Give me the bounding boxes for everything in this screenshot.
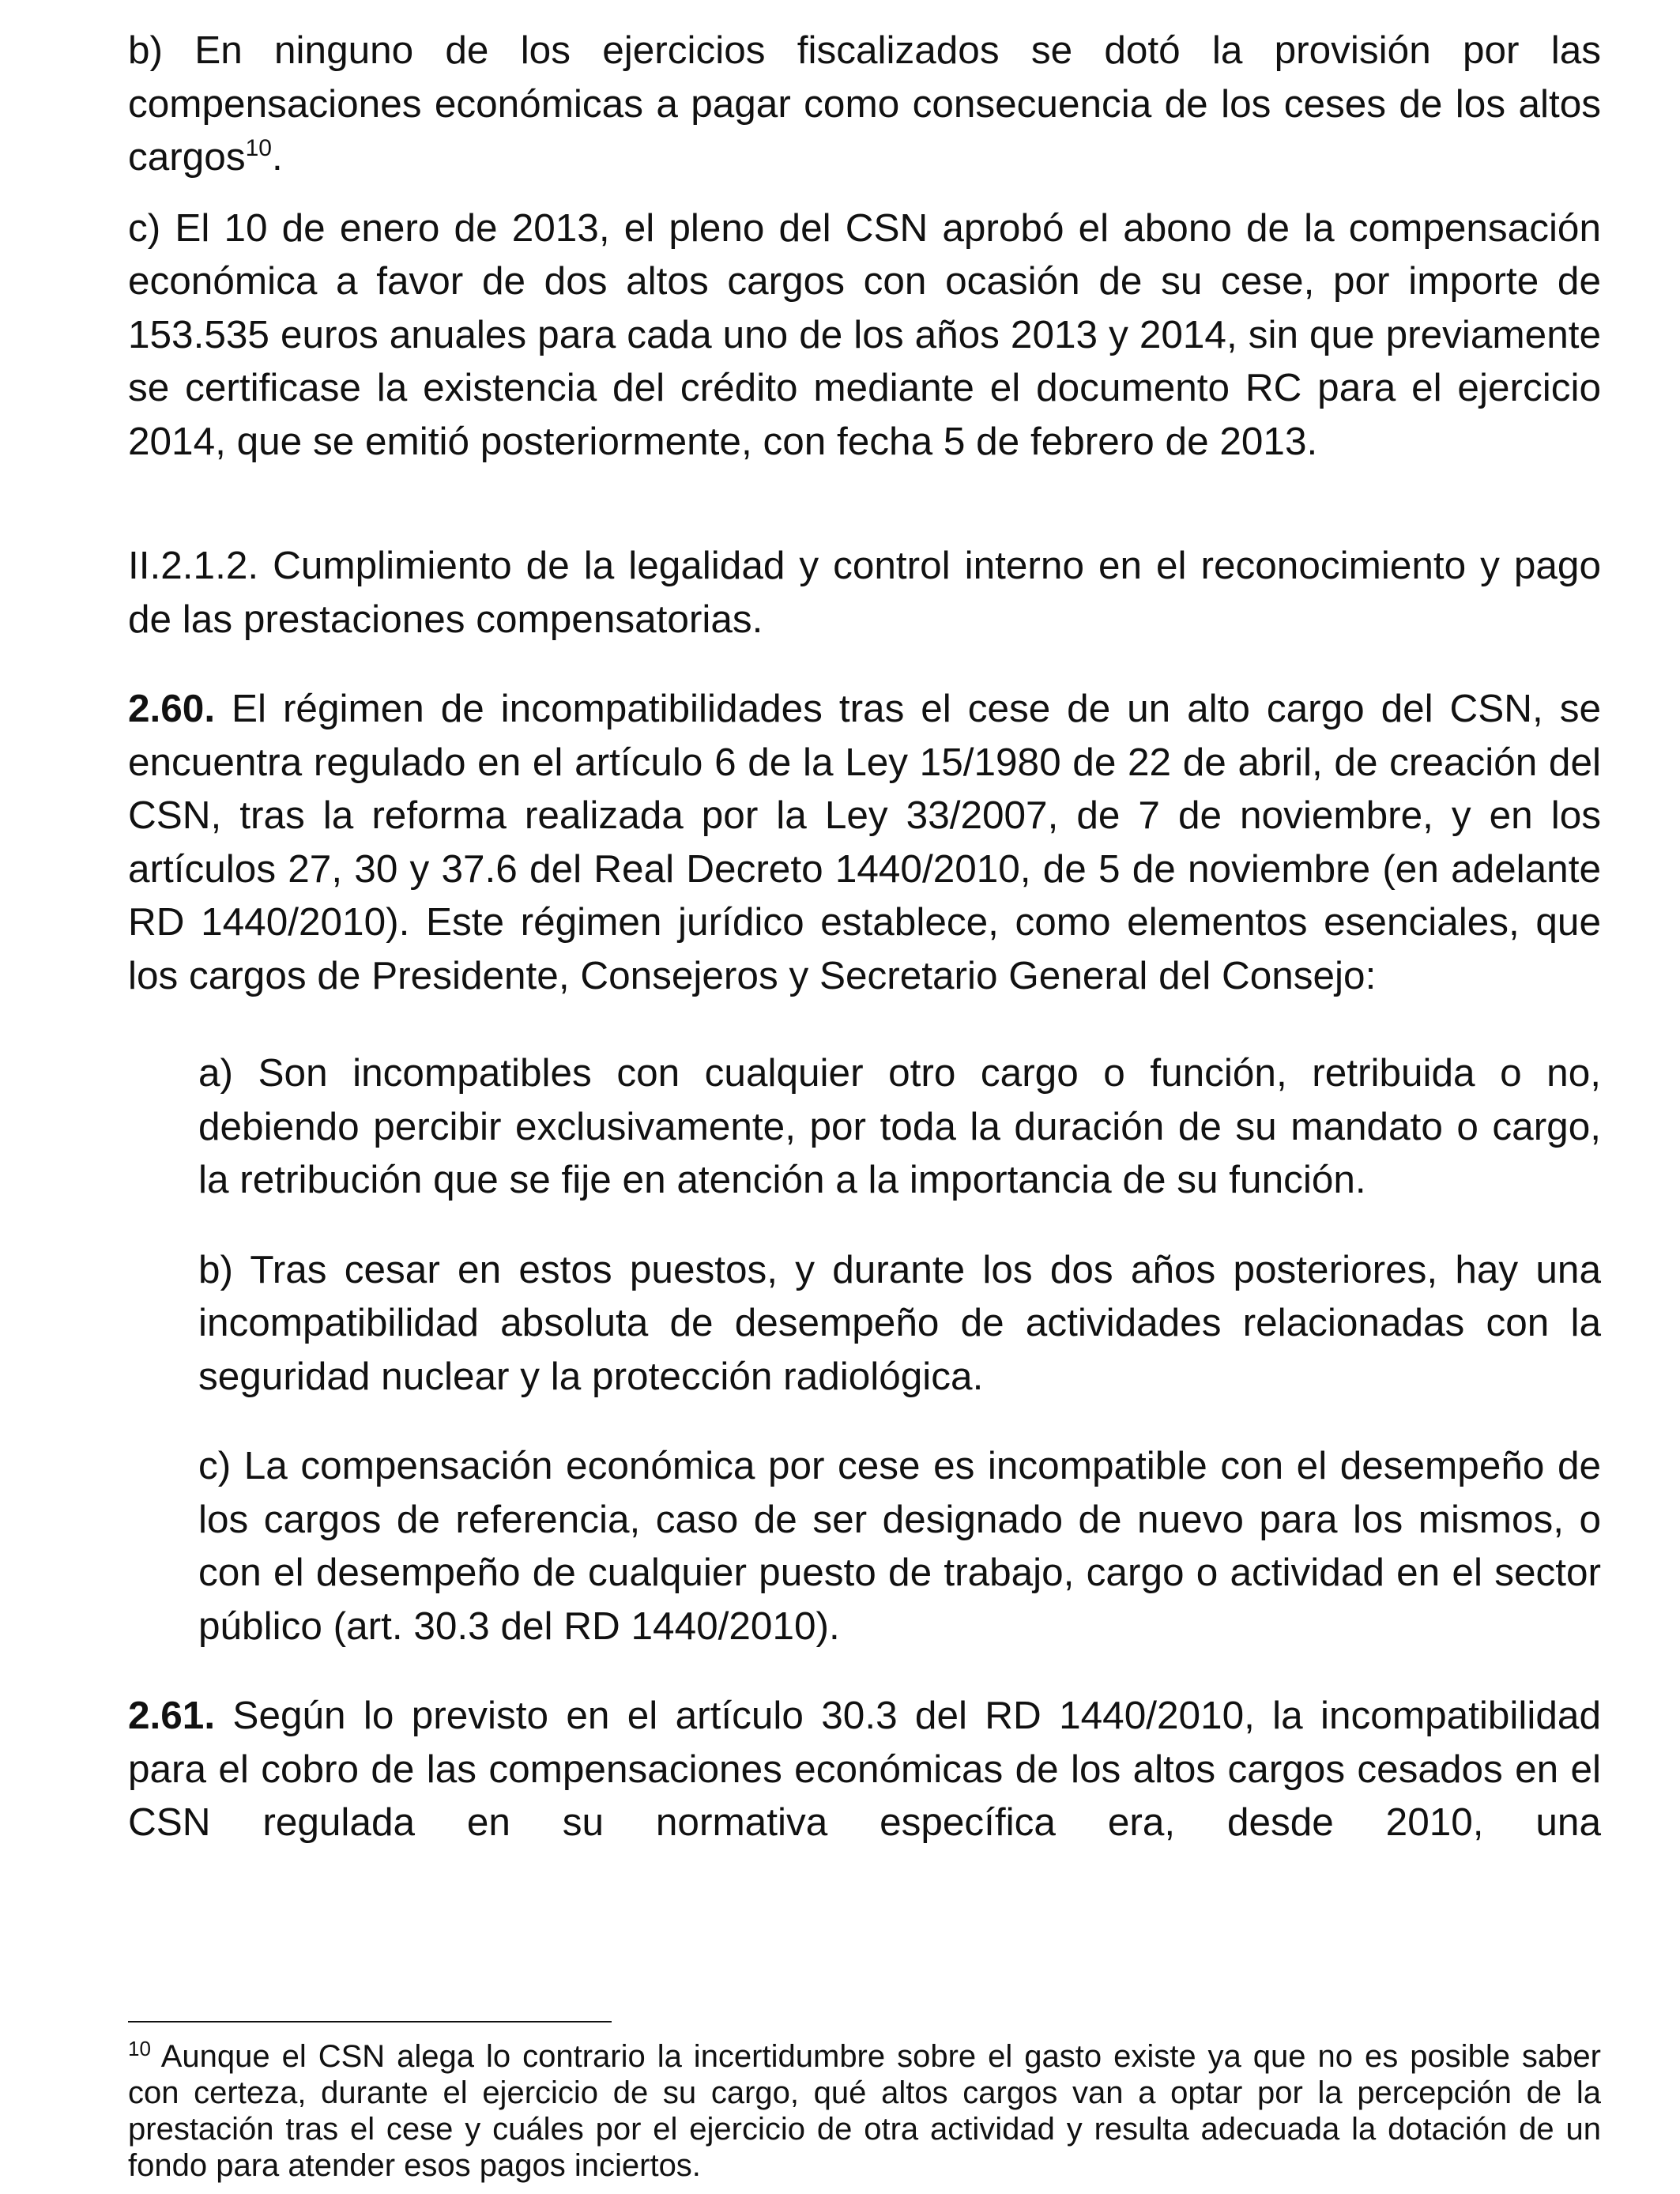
footnote [128,2038,1601,2184]
paragraph-c: c) El 10 de enero de 2013, el pleno del CSN aprobó el abono de la compensación económica a favor de dos altos cargos con ocasión de su cese, por importe de 153.535 euros anuales para cada uno de los años 2013 y 2014, sin que previamente se certificase la existencia del crédito mediante el documento RC para el ejercicio 2014, que se emitió posteriormente, con fecha 5 de febrero de 2013. [128,205,1601,463]
list-item-b: b) Tras cesar en estos puestos, y durante los dos años posteriores, hay una incompatibilidad absoluta de desempeño de actividades relacionadas con la seguridad nuclear y la protección radiológica. [198,1247,1601,1398]
document-body [128,24,1601,1849]
paragraph-2-61 [128,1689,1601,1849]
footnote-body: Aunque el CSN alega lo contrario la incertidumbre sobre el gasto existe ya que no es posible saber con certeza, durante el ejercicio de su cargo, qué altos cargos van a optar por la percepción de la prestación tras el cese y cuáles por el ejercicio de otra actividad y resulta adecuada la dotación de un fondo para atender esos pagos inciertos. [128,2039,1601,2183]
footnote-number: 10 [128,2037,151,2060]
paragraph-number: 2.60. [128,687,216,730]
paragraph-2-60 [128,682,1601,1002]
list-item-a: a) Son incompatibles con cualquier otro cargo o función, retribuida o no, debiendo percibir exclusivamente, por toda la duración de su mandato o cargo, la retribución que se fije en atención a la importancia de su función. [198,1051,1601,1201]
paragraph-b [128,24,1601,184]
paragraph-2-60-text: El régimen de incompatibilidades tras el cese de un alto cargo del CSN, se encuentra regulado en el artículo 6 de la Ley 15/1980 de 22 de abril, de creación del CSN, tras la reforma realizada por la Ley 33/2007, de 7 de noviembre, y en los artículos 27, 30 y 37.6 del Real Decreto 1440/2010, de 5 de noviembre (en adelante RD 1440/2010). Este régimen jurídico establece, como elementos esenciales, que los cargos de Presidente, Consejeros y Secretario General del Consejo: [128,687,1601,997]
footnote-separator [128,2021,612,2022]
paragraph-b-text: b) En ninguno de los ejercicios fiscalizados se dotó la provisión por las compensaciones económicas a pagar como consecuencia de los ceses de los altos cargos [128,28,1601,179]
section-heading: II.2.1.2. Cumplimiento de la legalidad y control interno en el reconocimiento y pago de las prestaciones compensatorias. [128,544,1601,641]
footnote-text [128,2038,1601,2184]
paragraph-b-tail: . [271,135,283,179]
list-item-c: c) La compensación económica por cese es incompatible con el desempeño de los cargos de referencia, caso de ser designado de nuevo para los mismos, o con el desempeño de cualquier puesto de trabajo, cargo o actividad en el sector público (art. 30.3 del RD 1440/2010). [198,1444,1601,1648]
paragraph-2-61-text: Según lo previsto en el artículo 30.3 del RD 1440/2010, la incompatibilidad para el cobro de las compensaciones económicas de los altos cargos cesados en el CSN regulada en su normativa específica era, desde 2010, una [128,1694,1601,1844]
footnote-reference[interactable]: 10 [245,135,272,161]
paragraph-number: 2.61. [128,1694,216,1737]
